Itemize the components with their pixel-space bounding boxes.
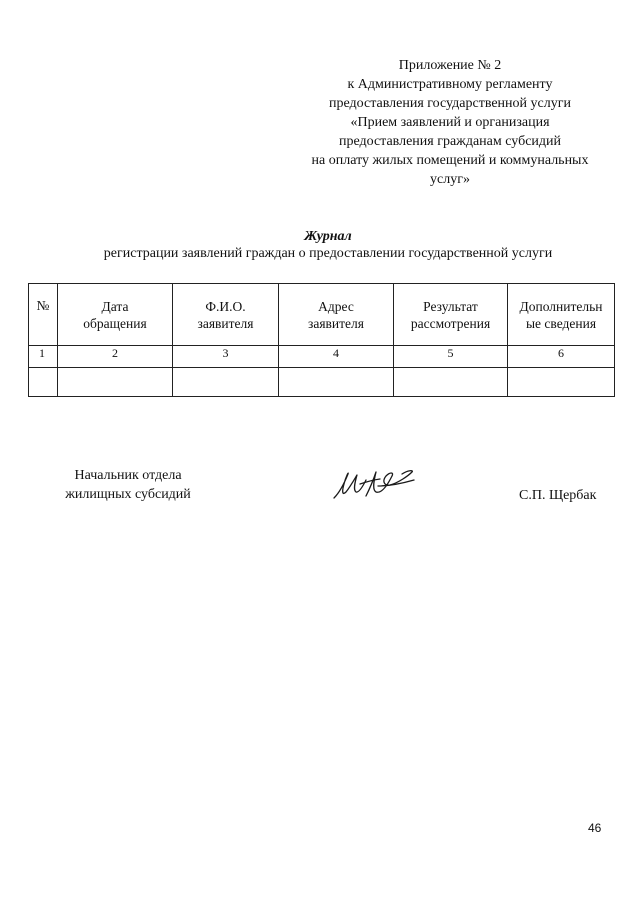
signer-position-line1: Начальник отдела — [74, 468, 182, 483]
empty-cell — [29, 368, 58, 397]
header-result-line1: Результат — [423, 298, 478, 314]
empty-cell — [58, 368, 173, 397]
appendix-line: предоставления гражданам субсидий — [338, 134, 562, 149]
header-number — [29, 284, 58, 346]
column-number: 6 — [508, 346, 615, 368]
empty-cell — [279, 368, 394, 397]
header-name-line1: Ф.И.О. — [205, 298, 246, 314]
signer-position — [58, 466, 198, 504]
page-number: 46 — [588, 821, 602, 835]
empty-cell — [508, 368, 615, 397]
appendix-line: к Административному регламенту — [347, 77, 553, 92]
appendix-header — [300, 56, 600, 189]
table-row — [29, 368, 615, 397]
appendix-line: на оплату жилых помещений и коммунальных — [311, 153, 589, 168]
header-date-line2: обращения — [83, 315, 147, 331]
header-number-label: № — [36, 298, 50, 313]
column-number: 1 — [29, 346, 58, 368]
journal-title: Журнал — [304, 229, 352, 244]
header-additional — [508, 284, 615, 346]
header-date — [58, 284, 173, 346]
header-date-line1: Дата — [101, 298, 129, 314]
header-address — [279, 284, 394, 346]
signer-position-line2: жилищных субсидий — [65, 487, 191, 502]
header-result — [394, 284, 508, 346]
empty-cell — [394, 368, 508, 397]
header-name-line2: заявителя — [197, 315, 254, 331]
header-address-line2: заявителя — [308, 315, 364, 331]
header-additional-line1: Дополнительн — [519, 298, 603, 314]
header-name — [173, 284, 279, 346]
column-number-row — [29, 346, 615, 368]
header-result-line2: рассмотрения — [410, 315, 491, 331]
header-additional-line2: ые сведения — [525, 315, 597, 331]
appendix-line: услуг» — [430, 172, 470, 187]
header-address-line1: Адрес — [318, 298, 354, 314]
column-number: 4 — [279, 346, 394, 368]
column-number: 2 — [58, 346, 173, 368]
table-header-row — [29, 284, 615, 346]
appendix-line: Приложение № 2 — [398, 58, 502, 73]
empty-cell — [173, 368, 279, 397]
signer-name: С.П. Щербак — [519, 488, 597, 503]
journal-subtitle: регистрации заявлений граждан о предоставлении государственной услуги — [103, 246, 553, 261]
appendix-line: предоставления государственной услуги — [329, 96, 571, 111]
column-number: 3 — [173, 346, 279, 368]
appendix-line: «Прием заявлений и организация — [350, 115, 550, 130]
registration-table — [28, 283, 615, 397]
column-number: 5 — [394, 346, 508, 368]
handwritten-signature-icon — [330, 466, 420, 502]
